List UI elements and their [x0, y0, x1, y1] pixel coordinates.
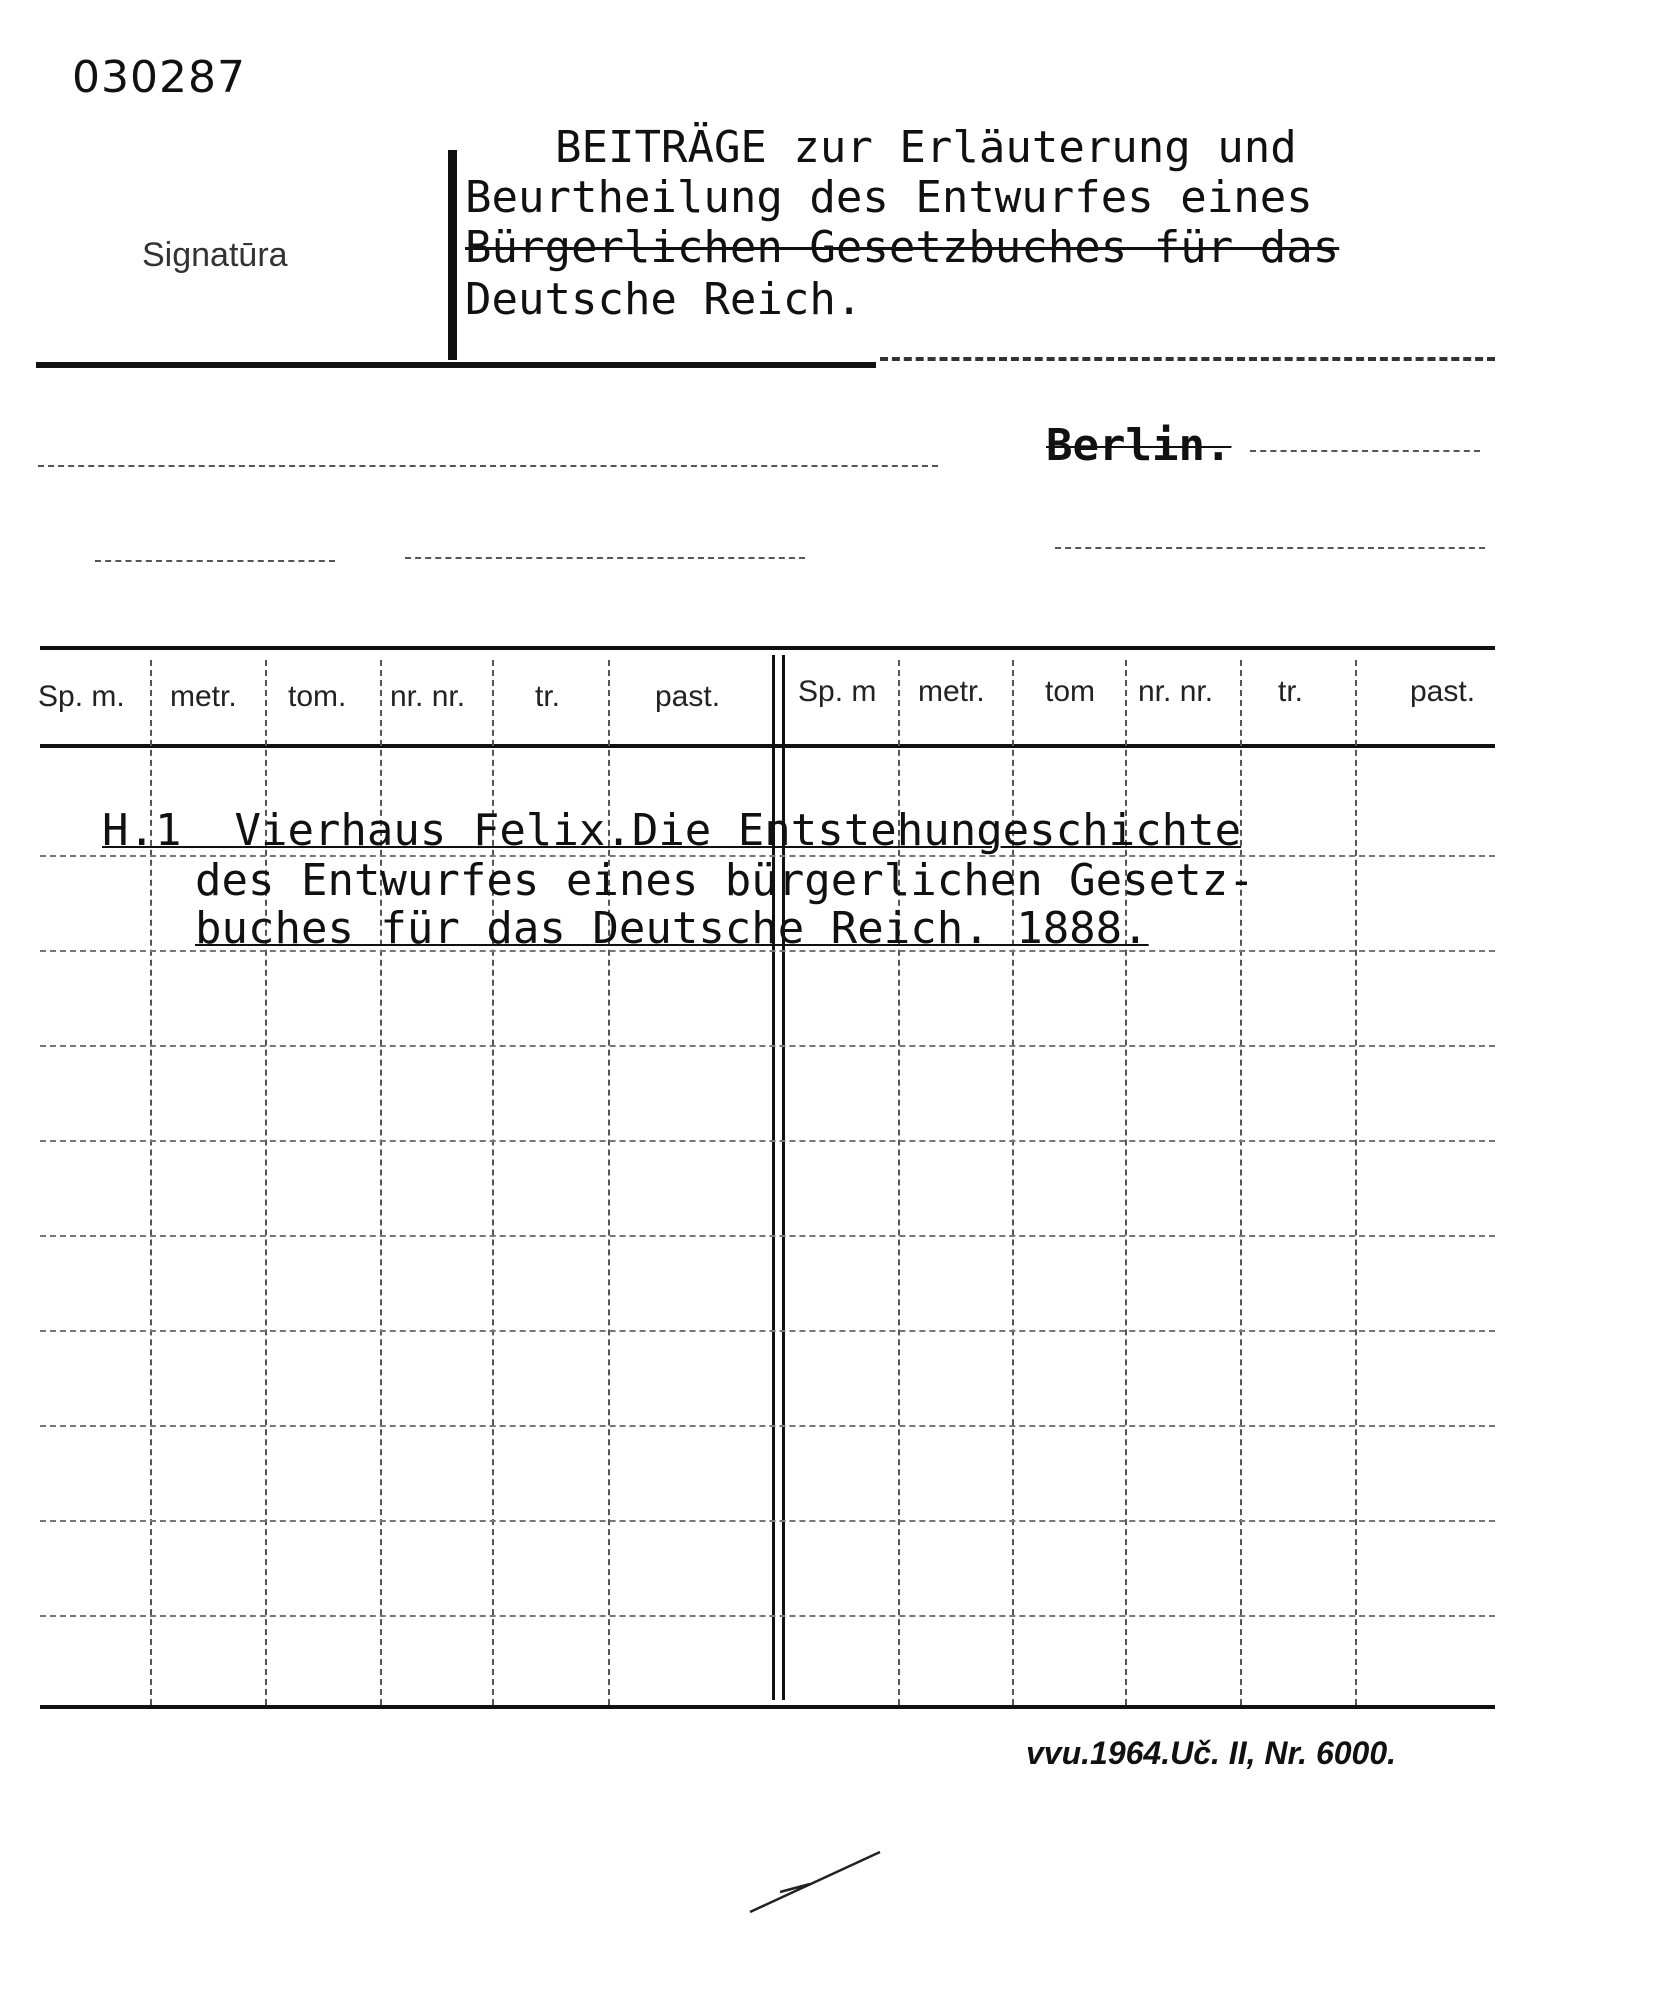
entry-line-2: des Entwurfes eines bürgerlichen Gesetz-: [195, 855, 1255, 906]
date-line-2: [405, 557, 805, 559]
row-rule: [40, 1330, 1495, 1332]
header-rule-dashed: [880, 357, 1495, 361]
place: Berlin.: [1046, 420, 1232, 471]
header-nr-left: nr. nr.: [390, 680, 466, 713]
pen-mark: [740, 1840, 890, 1920]
place-line-right: [1250, 450, 1480, 452]
entry-shelf-mark: H.1: [102, 805, 182, 856]
row-rule: [40, 1425, 1495, 1427]
header-sp-m-left: Sp. m.: [38, 680, 125, 713]
date-line-3: [1055, 547, 1485, 549]
row-rule: [40, 1520, 1495, 1522]
title-line-2: Beurtheilung des Entwurfes eines: [465, 172, 1313, 223]
table-bottom-rule: [40, 1705, 1495, 1709]
row-rule: [40, 1140, 1495, 1142]
title-divider: [448, 150, 457, 360]
card-number: 030287: [72, 52, 246, 103]
header-metr-left: metr.: [170, 680, 237, 713]
table-top-rule: [40, 646, 1495, 650]
header-past-right: past.: [1410, 675, 1476, 708]
header-tom-left: tom.: [288, 680, 347, 713]
header-nr-right: nr. nr.: [1138, 675, 1214, 708]
header-tom-right: tom: [1045, 675, 1096, 708]
title-line-4: Deutsche Reich.: [465, 274, 863, 325]
reference-note: vvu.1964.Uč. II, Nr. 6000.: [1026, 1735, 1397, 1771]
header-rule: [36, 362, 876, 368]
header-tr-left: tr.: [535, 680, 561, 713]
entry-line-1: [102, 805, 1241, 856]
signatura-label: Signatūra: [142, 236, 288, 274]
entry-line-3: buches für das Deutsche Reich. 1888.: [195, 903, 1149, 954]
header-past-left: past.: [655, 680, 721, 713]
title-line-3: Bürgerlichen Gesetzbuches für das: [465, 222, 1340, 273]
header-metr-right: metr.: [918, 675, 985, 708]
column-divider: [1355, 660, 1357, 1705]
header-sp-m-right: Sp. m: [798, 675, 877, 708]
header-tr-right: tr.: [1278, 675, 1304, 708]
table-header-rule: [40, 744, 1495, 748]
date-line-1: [95, 560, 335, 562]
row-rule: [40, 1615, 1495, 1617]
title-line-1: BEITRÄGE zur Erläuterung und: [555, 122, 1297, 173]
row-rule: [40, 1045, 1495, 1047]
row-rule: [40, 1235, 1495, 1237]
place-line-left: [38, 465, 938, 467]
entry-text: Vierhaus Felix.Die Entstehungeschichte: [234, 805, 1242, 856]
